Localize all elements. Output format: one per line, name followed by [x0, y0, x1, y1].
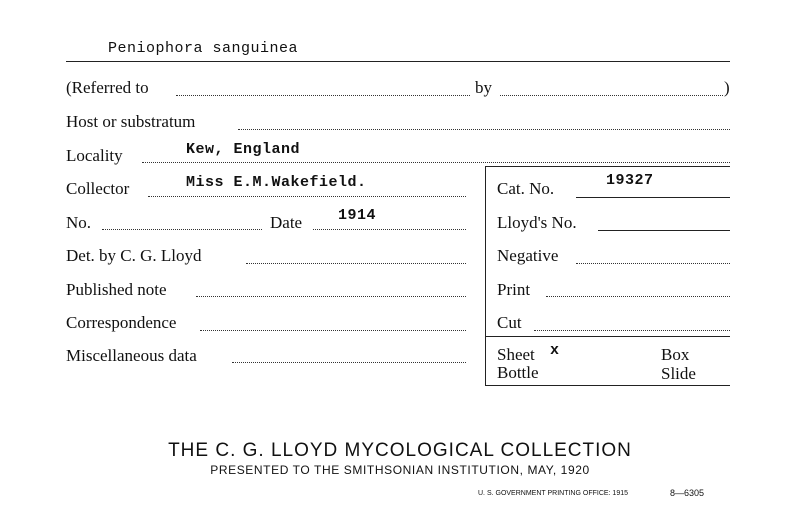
- published-note-label: Published note: [66, 280, 167, 299]
- close-paren: ): [724, 78, 730, 97]
- misc-field: [232, 362, 466, 363]
- cut-label: Cut: [497, 313, 522, 332]
- cut-divider: [485, 336, 730, 337]
- by-field: [500, 95, 723, 96]
- collector-label: Collector: [66, 179, 130, 198]
- correspondence-label: Correspondence: [66, 313, 177, 332]
- date-field: [313, 229, 466, 230]
- referred-to-label: (Referred to: [66, 78, 149, 97]
- no-label: No.: [66, 213, 92, 232]
- det-by-field: [246, 263, 466, 264]
- by-label: by: [475, 78, 492, 97]
- cat-no-line: [576, 197, 730, 198]
- correspondence-field: [200, 330, 466, 331]
- specimen-name-line: [66, 61, 730, 62]
- catalog-box-bottom: [485, 385, 730, 386]
- lloyds-no-label: Lloyd's No.: [497, 213, 577, 232]
- collector-field: [148, 196, 466, 197]
- negative-label: Negative: [497, 246, 559, 265]
- sheet-mark: x: [550, 342, 560, 359]
- lloyds-no-line: [598, 230, 730, 231]
- published-note-field: [196, 296, 466, 297]
- referred-to-field: [176, 95, 470, 96]
- misc-label: Miscellaneous data: [66, 346, 197, 365]
- locality-label: Locality: [66, 146, 123, 165]
- collection-title: THE C. G. LLOYD MYCOLOGICAL COLLECTION: [168, 440, 632, 461]
- specimen-name: Peniophora sanguinea: [108, 40, 299, 57]
- sheet-label: Sheet: [497, 345, 535, 364]
- cat-no-label: Cat. No.: [497, 179, 555, 198]
- printing-office-note: U. S. GOVERNMENT PRINTING OFFICE: 1915: [478, 490, 629, 497]
- bottle-label: Bottle: [497, 363, 539, 382]
- print-field: [546, 296, 730, 297]
- no-field: [102, 229, 262, 230]
- host-field: [238, 129, 730, 130]
- catalog-box-left: [485, 166, 486, 386]
- cut-field: [534, 330, 730, 331]
- box-label: Box: [661, 345, 690, 364]
- slide-label: Slide: [661, 364, 696, 383]
- host-label: Host or substratum: [66, 112, 196, 131]
- catalog-box-top: [485, 166, 730, 167]
- collection-subtitle: PRESENTED TO THE SMITHSONIAN INSTITUTION, MAY, 1920: [210, 463, 590, 477]
- date-value: 1914: [338, 207, 377, 224]
- negative-field: [576, 263, 730, 264]
- locality-field: [142, 162, 730, 163]
- cat-no-value: 19327: [606, 172, 654, 189]
- print-label: Print: [497, 280, 531, 299]
- date-label: Date: [270, 213, 303, 232]
- locality-value: Kew, England: [186, 141, 301, 158]
- form-code: 8—6305: [670, 488, 705, 498]
- det-by-label: Det. by C. G. Lloyd: [66, 246, 202, 265]
- collector-value: Miss E.M.Wakefield.: [186, 174, 367, 191]
